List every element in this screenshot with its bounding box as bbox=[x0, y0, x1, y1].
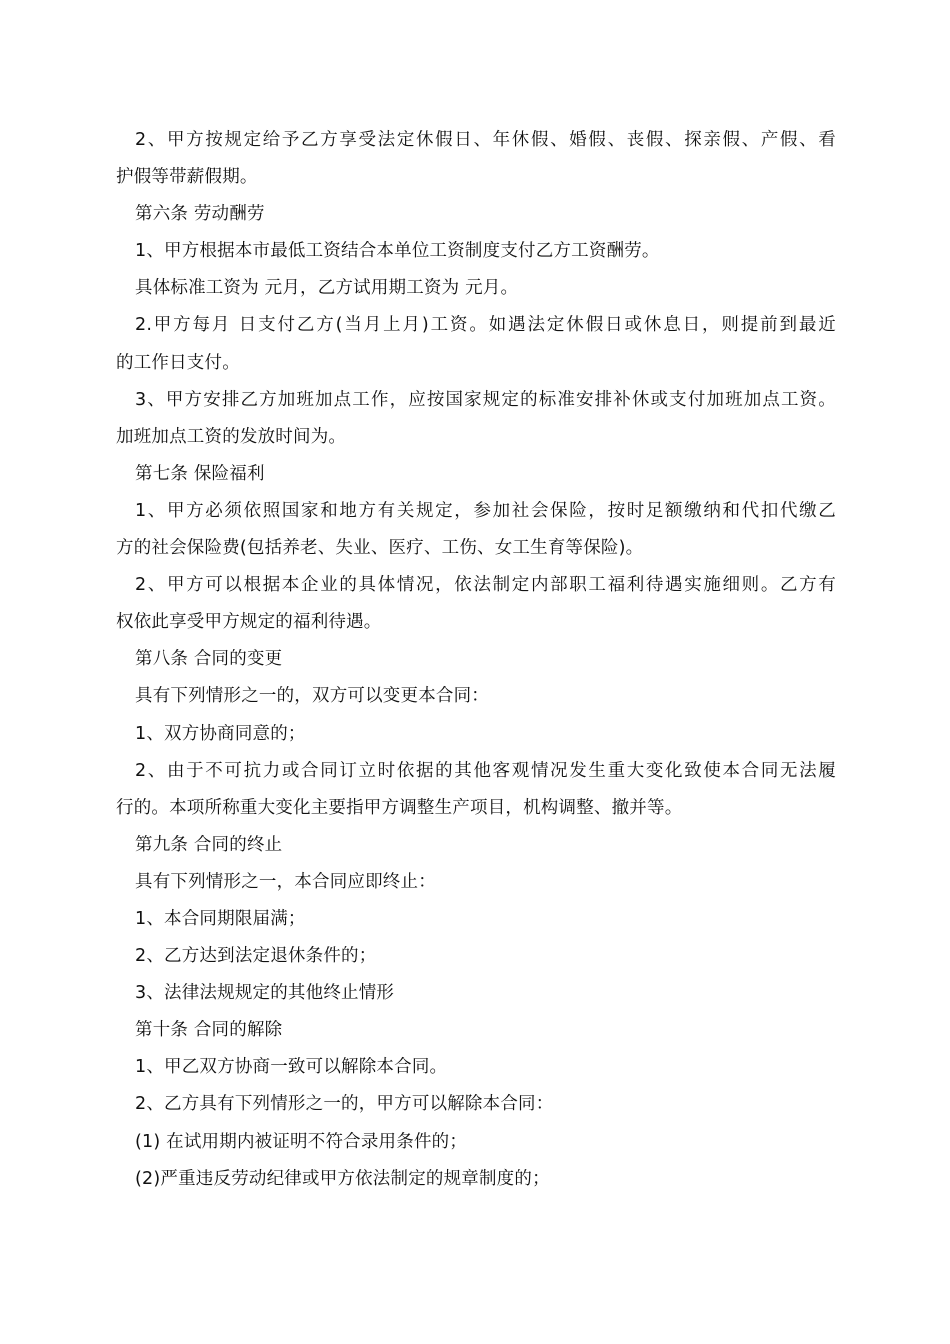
contract-text-body bbox=[116, 122, 836, 1198]
text-line: 3、甲方安排乙方加班加点工作，应按国家规定的标准安排补休或支付加班加点工资。 bbox=[135, 389, 836, 410]
text-line: 行的。本项所称重大变化主要指甲方调整生产项目，机构调整、撤并等。 bbox=[116, 797, 683, 818]
text-line: 方的社会保险费(包括养老、失业、医疗、工伤、女工生育等保险)。 bbox=[116, 538, 644, 559]
text-line: 护假等带薪假期。 bbox=[116, 167, 258, 188]
text-line: (2)严重违反劳动纪律或甲方依法制定的规章制度的； bbox=[135, 1168, 550, 1189]
text-line: 2、乙方具有下列情形之一的，甲方可以解除本合同： bbox=[135, 1094, 554, 1115]
text-line: 权依此享受甲方规定的福利待遇。 bbox=[116, 612, 382, 633]
text-line: 具体标准工资为 元月，乙方试用期工资为 元月。 bbox=[135, 278, 519, 299]
text-line: 第七条 保险福利 bbox=[135, 463, 265, 484]
text-line: 2、甲方可以根据本企业的具体情况，依法制定内部职工福利待遇实施细则。乙方有 bbox=[135, 575, 836, 596]
text-line: 2、乙方达到法定退休条件的； bbox=[135, 946, 377, 967]
text-line: 第八条 合同的变更 bbox=[135, 649, 283, 670]
text-line: 1、本合同期限届满； bbox=[135, 908, 306, 929]
text-line: 第九条 合同的终止 bbox=[135, 834, 283, 855]
text-line: 1、甲乙双方协商一致可以解除本合同。 bbox=[135, 1057, 448, 1078]
text-line: 具有下列情形之一，本合同应即终止： bbox=[135, 871, 436, 892]
text-line: 2、由于不可抗力或合同订立时依据的其他客观情况发生重大变化致使本合同无法履 bbox=[135, 760, 836, 781]
text-line: 2、甲方按规定给予乙方享受法定休假日、年休假、婚假、丧假、探亲假、产假、看 bbox=[135, 130, 836, 150]
text-line: 加班加点工资的发放时间为。 bbox=[116, 426, 347, 447]
text-line: 的工作日支付。 bbox=[116, 352, 240, 373]
text-line: 2.甲方每月 日支付乙方(当月上月)工资。如遇法定休假日或休息日，则提前到最近 bbox=[135, 315, 836, 336]
text-line: 具有下列情形之一的，双方可以变更本合同： bbox=[135, 686, 489, 707]
text-line: 第十条 合同的解除 bbox=[135, 1020, 283, 1041]
text-line: 第六条 劳动酬劳 bbox=[135, 204, 265, 225]
text-line: (1) 在试用期内被证明不符合录用条件的； bbox=[135, 1131, 468, 1152]
text-line: 1、甲方根据本市最低工资结合本单位工资制度支付乙方工资酬劳。 bbox=[135, 241, 660, 262]
text-line: 3、法律法规规定的其他终止情形 bbox=[135, 983, 395, 1004]
text-line: 1、甲方必须依照国家和地方有关规定，参加社会保险，按时足额缴纳和代扣代缴乙 bbox=[135, 500, 836, 521]
text-line: 1、双方协商同意的； bbox=[135, 723, 306, 744]
